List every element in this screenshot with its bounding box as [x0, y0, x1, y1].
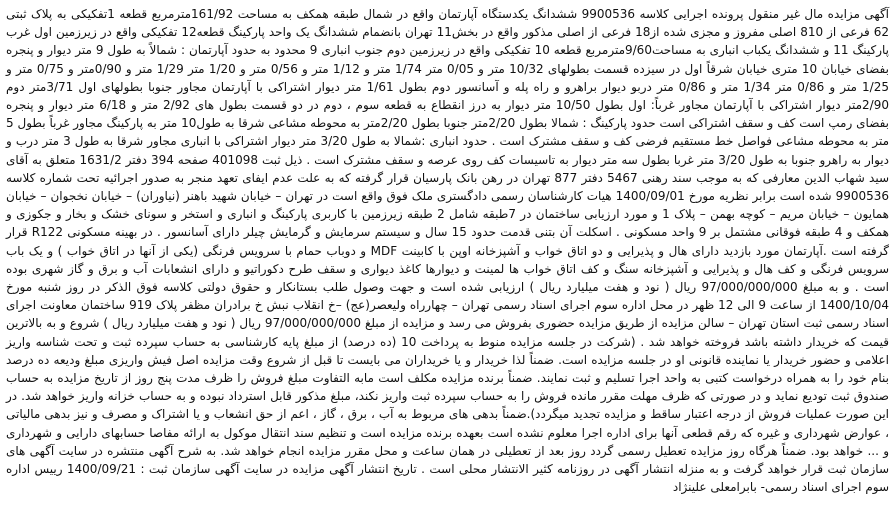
- notice-body-text: آگهی مزایده مال غیر منقول پرونده اجرایی کلاسه 9900536 ششدانگ یکدستگاه آپارتمان واقع در شمال طبقه همکف به مساحت 161/92مترمربع قطعه 1تفکیکی به پلاک ثبتی 62 فرعی از 810 اصلی مفروز و مجزی شده از18 فرعی از اصلی مذکور واقع در بخش11 تهران بانضمام ششدانگ یک واحد پارکینگ قطعه12 تفکیکی واقع در زیرزمین اول غرب پارکینگ 11 و ششدانگ یکباب انباری به مساحت9/60مترمربع قطعه 10 تفکیکی واقع در زیرزمین دوم جنوب انباری 9 محدود به حدود آپارتمان : شمالاً به طول 9 متر دیوار و پنجره بفضای خیابان 10 متری خیابان شرقاً اول در سیزده قسمت بطولهای 10/32 متر و 0/05 متر 1/74 متر و 1/12 متر و 0/56 متر و 1/20 متر 1/29 متر و 0/90متر و 0/75 متر و 1/25 متر و 0/86 متر 1/34 متر و 0/86 متر دربو دیوار براهرو و راه پله و آسانسور دوم بطول 1/61 متر دیوار اشتراکی با آپارتمان مجاور جنوبا بطولهای اول 3/71متر دوم 2/90متر دیوار اشتراکی با آپارتمان مجاور غرباً: اول بطول 10/50 متر دیوار به درز انقطاع به قطعه سوم ، دوم در دو قسمت بطول های 2/92 متر و 6/18 متر دیوار و پنجره بفضای رمپ است کف و سقف اشتراکی است حدود پارکینگ : شمالا بطول 2/20متر جنوبا بطول 2/20متر به محوطه مشاعی شرقا به طول10 متر به پارکینگ مجاور غرباً بطول 5 متر به محوطه مشاعی فواصل خط مستقیم فرضی کف و سقف مشترک است . حدود انباری :شمالا به طول 3/20 متر دیوار اشتراکی با انباری مجاور شرقا به طول 3 متر درب و دیوار به راهرو جنوبا به طول 3/20 متر غربا بطول سه متر دیوار به تاسیسات کف روی عرصه و سقف مشترک است . ذیل ثبت 401098 صفحه 394 دفتر 1631/2 متعلق به آقای سید شهاب الدین معارفی که به موجب سند رهنی 5467 دفتر 877 تهران در رهن بانک پارسیان قرار گرفته که به علت عدم ایفای تعهد منجر به صدور اجرائیه تحت شماره کلاسه 9900536 شده است برابر نظریه مورخ 1400/09/01 هیات کارشناسان رسمی دادگستری ملک فوق واقع است در تهران – خیابان شهید باهنر (نیاوران) – خیابان نخجوان – خیابان همایون – خیابان مریم – کوچه بهمن – پلاک 1 و مورد ارزیابی ساختمان در 7طبقه شامل 2 طبقه زیرزمین با کاربری پارکینگ و انباری و استخر و سونای خشک و بخار و جکوزی و همکف و 4 طبقه فوقانی مشتمل بر 9 واحد مسکونی . اسکلت آن بتنی قدمت حدود 15 سال و سیستم سرمایش و گرمایش چیلر دارای آسانسور . در بهینه مسکونی R122 قرار گرفته است .آپارتمان مورد بازدید دارای هال و پذیرایی و دو اتاق خواب و آشپزخانه اوپن با کابینت MDF و دوباب حمام با سرویس فرنگی (یکی از آنها در اتاق خواب ) و یک باب سرویس فرنگی و کف هال و پذیرایی و آشپزخانه سنگ و کف اتاق خواب ها لمینت و دیوارها کاغذ دیواری و سقف طرح دکوراتیو و دارای انشعابات آب و برق و گاز شهری بوده است . و به مبلغ 97/000/000/000 ریال ( نود و هفت میلیارد ریال ) ارزیابی شده است و جهت وصول طلب بستانکار و حقوق دولتی کلاسه فوق الذکر در روز شنبه مورخ 1400/10/04 از ساعت 9 الی 12 ظهر در محل اداره سوم اجرای اسناد رسمی تهران – چهارراه ولیعصر(عج) –خ انقلاب نبش خ برادران مظفر پلاک 919 ساختمان معاونت اجرای اسناد رسمی ثبت استان تهران – سالن مزایده از طریق مزایده حضوری بفروش می رسد و مزایده از مبلغ 97/000/000/000 ریال ( نود و هفت میلیارد ریال ) شروع و به بالاترین قیمت که خریدار داشته باشد فروخته خواهد شد . (شرکت در جلسه مزایده منوط به پرداخت 10 (ده درصد) از مبلغ پایه کارشناسی به حساب سپرده ثبت و تحت شناسه واریز اعلامی و حضور خریدار یا نماینده قانونی او در جلسه مزایده است. ضمناً لذا خریدار و یا خریداران می بایست تا قبل از شروع وقت مزایده اصل فیش واریزی مبلغ ودیعه ده درصد بنام خود را به همراه درخواست کتبی به واحد اجرا تسلیم و ثبت نمایند. ضمناً برنده مزایده مکلف است مابه التفاوت مبلغ فروش را ظرف مدت پنج روز از تاریخ مزایده به حساب صندوق ثبت تودیع نماید و در صورتی که ظرف مهلت مقرر مانده فروش را به حساب سپرده ثبت واریز نکند، مبلغ مذکور قابل استرداد نبوده و به حساب خزانه واریز خواهد شد. در این صورت عملیات فروش از درجه اعتبار ساقط و مزایده تجدید میگردد).ضمناً بدهی های مربوط به آب ، برق ، گاز ، اعم از حق انشعاب و یا اشتراک و مصرف و نیز بدهی مالیاتی ، عوارض شهرداری و غیره که رقم قطعی آنها برای اداره اجرا معلوم نشده است بعهده برنده مزایده است و تنظیم سند انتقال موکول به ارائه مفاصا حسابهای دارایی و شهرداری و ... خواهد بود. ضمناً هرگاه روز مزایده تعطیل رسمی گردد روز بعد از تعطیلی در همان ساعت و محل مقرر مزایده انجام خواهد شد. به شرح آگهی منتشره در سایت آگهی های سازمان ثبت قرار خواهد گرفت و به منزله انتشار آگهی در روزنامه کثیر الانتشار محلی است . تاریخ انتشار آگهی مزایده در سایت آگهی سازمان ثبت : 1400/09/21 رییس اداره سوم اجرای اسناد رسمی- بابرامعلی علینژاد: [6, 7, 890, 495]
